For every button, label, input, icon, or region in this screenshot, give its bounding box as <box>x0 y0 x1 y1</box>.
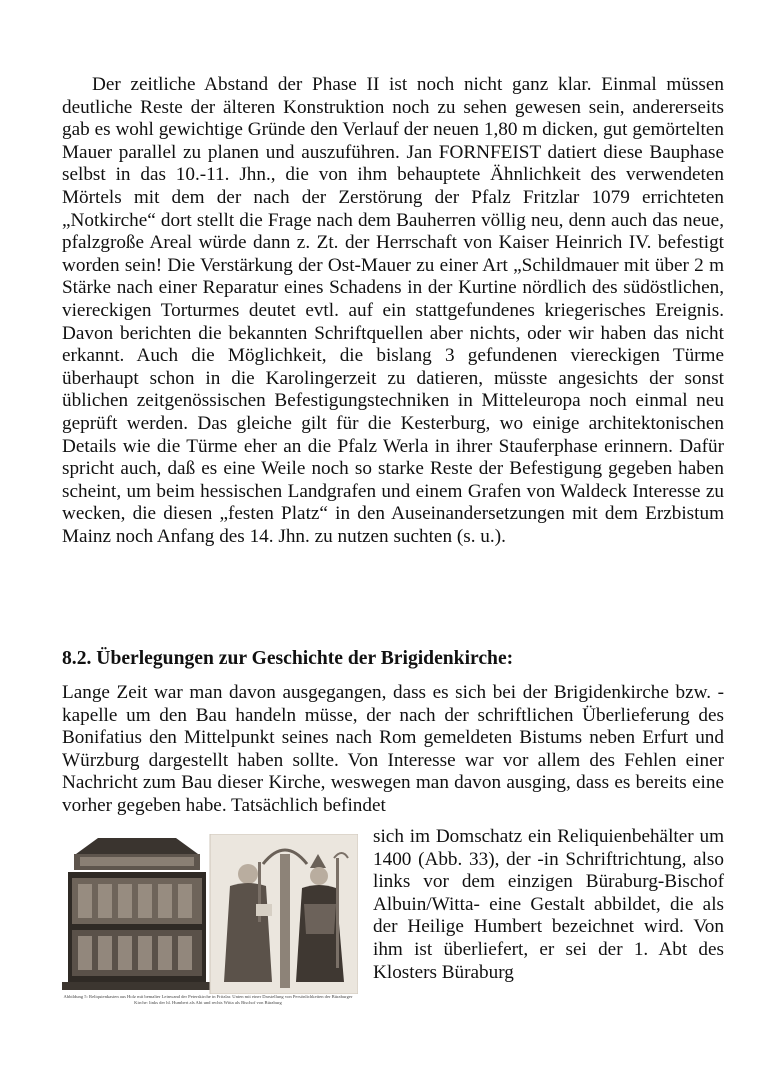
figure-reliquary <box>58 834 358 1022</box>
casket-image <box>58 834 210 994</box>
reliquary-photo <box>58 834 358 994</box>
body-paragraph: Der zeitliche Abstand der Phase II ist noch nicht ganz klar. Einmal müssen deutliche Reste der älteren Konstruktion noch zu sehen gewesen sein, andererseits gab es wohl gewichtige Gründe den Verlauf der neuen 1,80 m dicken, gut gemörtelten Mauer parallel zu planen und auszuführen. Jan FORNFEIST datiert diese Bauphase selbst in das 10.-11. Jhn., die von ihm behauptete Ähnlichkeit des verwendeten Mörtels mit dem der nach der Zerstörung der Pfalz Fritzlar 1079 errichteten „Notkirche“ dort stellt die Frage nach dem Bauherren völlig neu, denn auch das neue, pfalzgroße Areal würde dann z. Zt. der Herrschaft von Kaiser Heinrich IV. befestigt worden sein! Die Verstärkung der Ost-Mauer zu einer Art „Schildmauer mit über 2 m Stärke nach einer Reparatur eines Schadens in der Kurtine nördlich des südöstlichen, viereckigen Torturmes deutet evtl. auf ein stattgefundenes kriegerisches Ereignis. Davon berichten die bekannten Schriftquellen aber nichts, oder wir haben das nicht erkannt. Auch die Möglichkeit, die bislang 3 gefundenen viereckigen Türme überhaupt schon in die Karolingerzeit zu datieren, müsste angesichts der sonst üblichen zeitgenössischen Befestigungstechniken in Mitteleuropa noch einmal neu geprüft werden. Das gleiche gilt für die Kesterburg, wo einige architektonischen Details wie die Türme eher an die Pfalz Werla in ihrer Stauferphase erinnern. Dafür spricht auch, daß es eine Weile noch so starke Reste der Befestigung gegeben haben scheint, um beim hessischen Landgrafen und einem Grafen von Waldeck Interesse zu wecken, die diesen „festen Platz“ in den Auseinandersetzungen mit dem Erzbistum Mainz noch Anfang des 14. Jhn. zu nutzen suchten (s. u.). <box>62 74 724 547</box>
body-paragraph-wrapped: sich im Domschatz ein Reliquienbehälter um 1400 (Abb. 33), der -in Schriftrichtung, also links vor dem einzigen Büraburg-Bischof Albuin/Witta- eine Gestalt abbildet, die als der Heilige Humbert bezeichnet wird. Von ihm ist überliefert, er sei der 1. Abt des Klosters Büraburg <box>373 826 724 983</box>
body-paragraph: Lange Zeit war man davon ausgegangen, dass es sich bei der Brigidenkirche bzw. -kapelle um den Bau handeln müsse, der nach der schriftlichen Überlieferung des Bonifatius den Mittelpunkt seines nach Rom gemeldeten Bistums neben Erfurt und Würzburg dargestellt haben sollte. Von Interesse war vor allem des Fehlen einer Nachricht zum Bau dieser Kirche, weswegen man davon ausging, dass es bereits eine vorher gegeben habe. Tatsächlich befindet <box>62 682 724 816</box>
painted-panel-image <box>210 834 358 994</box>
section-heading: 8.2. Überlegungen zur Geschichte der Brigidenkirche: <box>62 648 514 669</box>
figure-caption: Abbildung 5: Reliquienkasten aus Holz mit bemalter Leinwand der Peterskirche in Fritzlar. Unten mit einer Darstellung von Persönlichkeiten der Büraburger Kirche: links der hl. Humbert als Abt und rechts Witta als Bischof von Büraburg <box>63 994 353 1005</box>
